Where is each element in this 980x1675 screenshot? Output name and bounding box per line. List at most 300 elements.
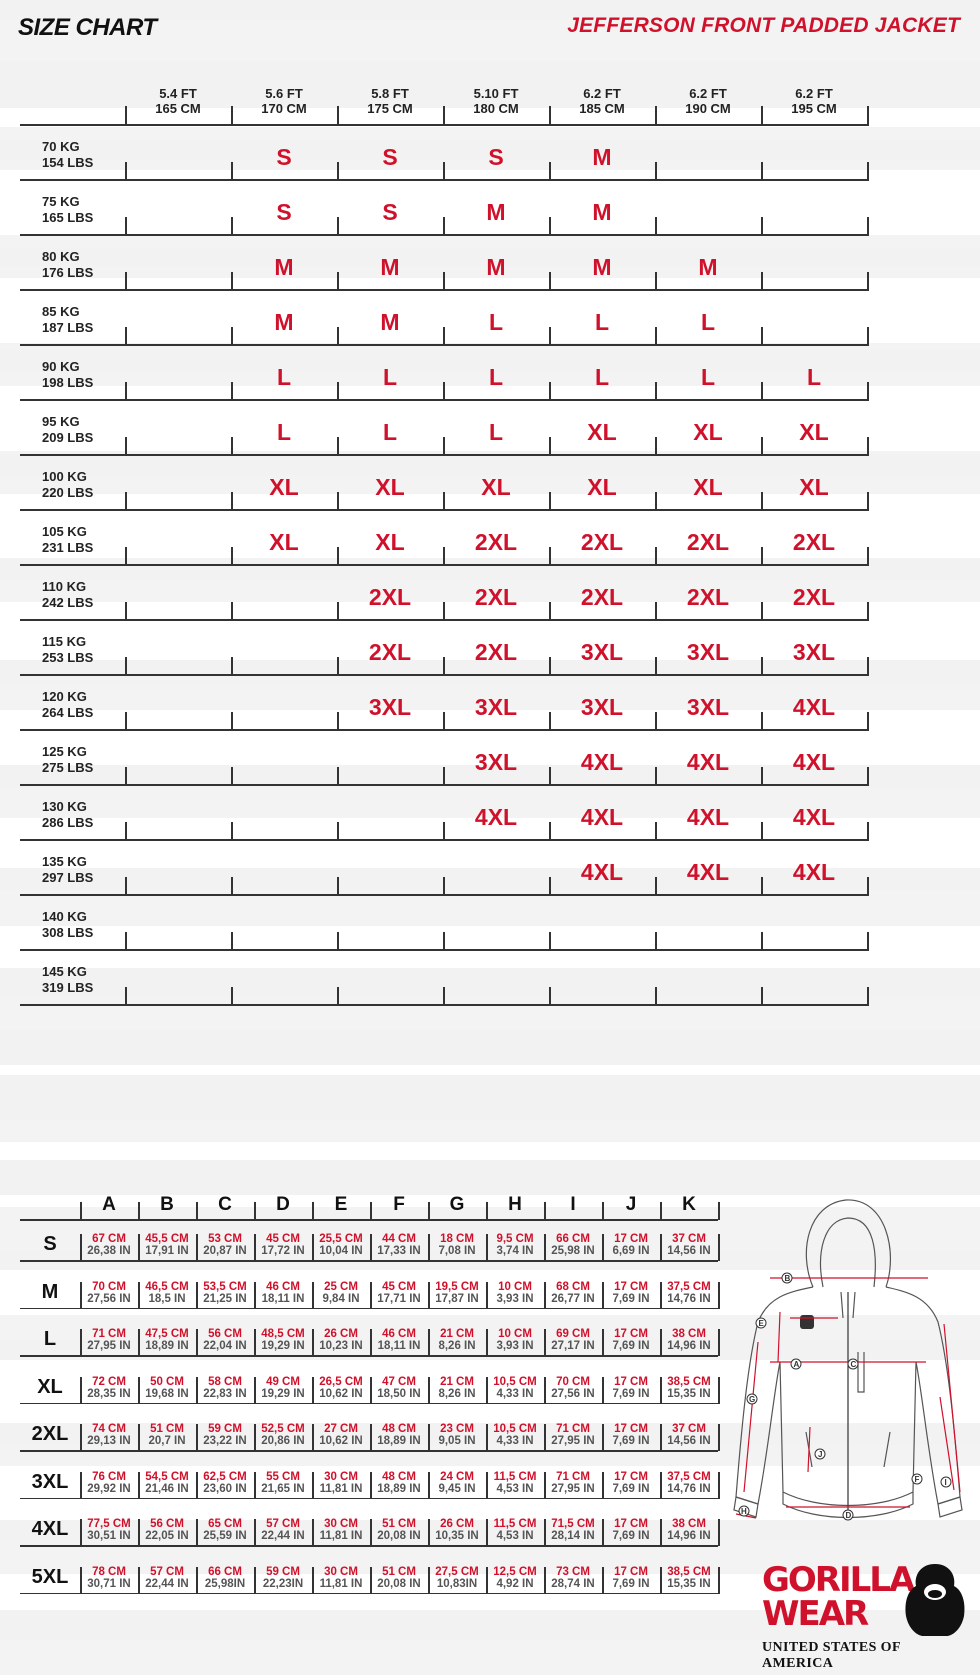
column-tick [254,1519,256,1546]
height-cm: 170 CM [261,101,307,116]
size-cell: 3XL [792,639,836,665]
column-tick [312,1234,314,1261]
measurement-in: 15,35 IN [667,1577,711,1590]
column-tick [761,767,763,786]
size-cell: XL [799,419,829,445]
measurement-cm: 54,5 CM [145,1470,189,1483]
column-tick [196,1424,198,1451]
column-tick [80,1282,82,1309]
column-tick [761,382,763,401]
column-tick [867,437,869,456]
measurement-cm: 76 CM [92,1470,126,1483]
measurement-cm: 71 CM [92,1328,126,1340]
column-tick [231,767,233,786]
weight-lbs: 220 LBS [42,485,94,500]
measurement-in: 3,93 IN [496,1340,534,1352]
column-tick [337,492,339,511]
column-tick [80,1329,82,1356]
measurement-cell [370,1566,428,1590]
measurement-in: 21,46 IN [145,1482,189,1495]
column-tick [312,1424,314,1451]
measurement-in: 10,35 IN [435,1530,479,1542]
column-tick [544,1234,546,1261]
measurement-cell [312,1566,370,1590]
measurement-in: 17,87 IN [435,1292,479,1305]
column-tick [337,987,339,1006]
column-tick [370,1424,372,1451]
jacket-label-j: J [818,1450,823,1459]
height-column-header [761,86,867,116]
column-tick [138,1567,140,1594]
measurement-cm: 17 CM [614,1375,648,1388]
size-cell: XL [693,419,723,445]
column-tick [80,1377,82,1404]
measurement-cm: 53,5 CM [203,1280,247,1293]
measurement-cm: 71,5 CM [551,1518,595,1530]
measurement-cm: 17 CM [614,1280,648,1293]
measurement-cell [660,1233,718,1257]
column-tick [125,602,127,621]
measurement-in: 14,56 IN [667,1245,711,1257]
size-cell: XL [587,474,617,500]
column-tick [655,712,657,731]
column-tick [231,602,233,621]
size-cell: 2XL [686,584,730,610]
measurement-cm: 69 CM [556,1328,590,1340]
column-tick [370,1202,372,1220]
measurement-cell [138,1566,196,1590]
logo-tagline: UNITED STATES OF AMERICA [762,1640,901,1671]
measurement-in: 18,89 IN [377,1435,421,1447]
column-tick [443,106,445,126]
measurement-in: 29,92 IN [87,1482,131,1495]
column-tick [655,272,657,291]
column-tick [761,327,763,346]
size-cell: 4XL [792,804,836,830]
weight-lbs: 286 LBS [42,815,94,830]
measurement-in: 22,83 IN [203,1387,247,1400]
column-tick [254,1282,256,1309]
measurement-in: 21,25 IN [203,1292,247,1305]
measurement-body [20,1220,726,1600]
weight-kg: 80 KG [42,249,80,264]
size-cell: XL [693,474,723,500]
weight-kg: 90 KG [42,359,80,374]
measurement-in: 4,53 IN [496,1482,534,1495]
column-tick [196,1377,198,1404]
measurement-cell [196,1518,254,1542]
measurement-cm: 30 CM [324,1470,358,1483]
column-tick [761,602,763,621]
measurement-cm: 26 CM [440,1518,474,1530]
column-tick [80,1202,82,1220]
column-tick [655,382,657,401]
column-tick [428,1472,430,1499]
column-tick [125,932,127,951]
column-tick [486,1519,488,1546]
size-cell: 4XL [792,749,836,775]
size-label: XL [37,1375,63,1398]
size-chart-row [20,951,868,1006]
column-tick [254,1234,256,1261]
measurement-in: 18,89 IN [377,1482,421,1495]
measurement-cell [602,1471,660,1495]
column-tick [370,1329,372,1356]
measurement-cm: 38,5 CM [667,1565,711,1578]
measurement-letter: E [334,1194,348,1215]
column-tick [549,877,551,896]
column-tick [370,1567,372,1594]
measurement-cell [254,1423,312,1447]
weight-lbs: 176 LBS [42,265,94,280]
height-column-header [549,86,655,116]
measurement-cell [486,1328,544,1352]
size-label: 4XL [31,1518,69,1540]
measurement-cell [660,1376,718,1400]
measurement-in: 22,05 IN [145,1530,189,1542]
measurement-cm: 37,5 CM [667,1280,711,1293]
measurement-cell [196,1328,254,1352]
height-cm: 180 CM [473,101,519,116]
size-cell: L [276,364,292,390]
column-tick [443,547,445,566]
measurement-cm: 50 CM [150,1375,184,1388]
measurement-in: 4,33 IN [496,1435,534,1447]
column-tick [337,822,339,841]
measurement-in: 9,84 IN [322,1292,360,1305]
size-cell: S [382,144,398,170]
column-tick [80,1519,82,1546]
column-tick [655,767,657,786]
measurement-in: 28,74 IN [551,1577,595,1590]
weight-kg: 140 KG [42,909,87,924]
measurement-in: 11,81 IN [319,1482,363,1495]
measurement-cm: 17 CM [614,1565,648,1578]
size-chart-row [20,126,868,181]
measurement-cell [486,1423,544,1447]
weight-kg: 105 KG [42,524,87,539]
column-tick [337,437,339,456]
height-cm: 185 CM [579,101,625,116]
size-cell: 4XL [580,859,624,885]
column-tick [138,1282,140,1309]
column-tick [486,1234,488,1261]
column-tick [655,547,657,566]
column-tick [80,1424,82,1451]
measurement-cell [138,1281,196,1305]
measurement-cell [138,1328,196,1352]
measurement-in: 27,95 IN [551,1482,595,1495]
column-tick [718,1519,720,1546]
column-tick [655,987,657,1006]
measurement-cm: 70 CM [556,1375,590,1388]
measurement-in: 4,92 IN [496,1577,534,1590]
measurement-cm: 37,5 CM [667,1470,711,1483]
measurement-cm: 12,5 CM [493,1565,537,1578]
measurement-cell [486,1471,544,1495]
size-label: 5XL [31,1565,69,1588]
column-tick [761,547,763,566]
column-tick [867,272,869,291]
background-stripe [0,1030,980,1065]
size-cell: L [382,419,398,445]
column-tick [660,1519,662,1546]
size-cell: M [592,144,612,170]
column-tick [125,437,127,456]
column-tick [196,1282,198,1309]
column-tick [655,877,657,896]
measurement-cm: 30 CM [324,1518,358,1530]
weight-kg: 85 KG [42,304,80,319]
measurement-in: 30,71 IN [87,1577,131,1590]
measurement-cm: 17 CM [614,1233,648,1245]
measurement-in: 14,96 IN [667,1530,711,1542]
column-tick [428,1377,430,1404]
column-tick [761,822,763,841]
measurement-in: 26,77 IN [551,1292,595,1305]
logo-word-bottom: WEAR [762,1594,868,1634]
measurement-cm: 51 CM [382,1565,416,1578]
measurement-cm: 10,5 CM [493,1423,537,1435]
measurement-in: 19,29 IN [261,1387,305,1400]
height-ft: 5.8 FT [371,86,409,101]
weight-kg: 130 KG [42,799,87,814]
measurement-cell [254,1328,312,1352]
measurement-cell [370,1471,428,1495]
column-tick [254,1329,256,1356]
measurement-in: 11,81 IN [319,1530,363,1542]
weight-lbs: 275 LBS [42,760,94,775]
measurement-in: 18,11 IN [377,1340,421,1352]
measurement-cm: 56 CM [208,1328,242,1340]
measurement-in: 14,56 IN [667,1435,711,1447]
weight-label [42,689,93,721]
weight-lbs: 198 LBS [42,375,94,390]
measurement-cm: 67 CM [92,1233,126,1245]
size-cell: M [274,254,294,280]
column-tick [655,822,657,841]
row-divider [20,1260,718,1262]
measurement-in: 27,17 IN [551,1340,595,1352]
measurement-cm: 48 CM [382,1423,416,1435]
column-tick [602,1519,604,1546]
measurement-cm: 58 CM [208,1375,242,1388]
measurement-cm: 37 CM [672,1233,706,1245]
measurement-cell [138,1518,196,1542]
size-cell: XL [587,419,617,445]
measurement-cell [602,1566,660,1590]
measurement-in: 14,96 IN [667,1340,711,1352]
size-cell: 3XL [686,694,730,720]
measurement-cm: 21 CM [440,1328,474,1340]
measurement-cell [544,1518,602,1542]
column-tick [196,1234,198,1261]
measurement-letter: K [682,1194,696,1215]
column-tick [337,272,339,291]
column-tick [312,1567,314,1594]
column-tick [655,437,657,456]
weight-lbs: 187 LBS [42,320,94,335]
measurement-cell [254,1471,312,1495]
column-tick [231,822,233,841]
jacket-label-b: B [784,1274,791,1283]
measurement-cell [544,1566,602,1590]
size-cell: 2XL [368,584,412,610]
column-tick [718,1424,720,1451]
measurement-cell [138,1471,196,1495]
measurement-cell [196,1566,254,1590]
column-tick [370,1282,372,1309]
measurement-cell [196,1376,254,1400]
column-tick [231,657,233,676]
measurement-in: 18,5 IN [148,1292,186,1305]
measurement-in: 19,68 IN [145,1387,189,1400]
measurement-in: 14,76 IN [667,1482,711,1495]
measurement-cell [660,1471,718,1495]
column-tick [549,106,551,126]
column-tick [312,1329,314,1356]
measurement-cm: 18 CM [440,1233,474,1245]
measurement-cm: 38 CM [672,1518,706,1530]
measurement-cell [602,1376,660,1400]
column-tick [125,272,127,291]
size-chart-row [20,731,868,786]
column-tick [867,327,869,346]
measurement-in: 18,50 IN [377,1387,421,1400]
weight-label [42,634,93,666]
measurement-in: 20,7 IN [148,1435,186,1447]
column-tick [867,712,869,731]
weight-kg: 120 KG [42,689,87,704]
size-label: S [43,1233,57,1255]
measurement-in: 3,93 IN [496,1292,534,1305]
jacket-label-f: F [914,1475,920,1484]
measurement-cm: 72 CM [92,1375,126,1388]
size-cell: S [276,199,292,225]
brand-logo [760,1560,970,1671]
column-tick [138,1234,140,1261]
measurement-cm: 68 CM [556,1280,590,1293]
measurement-cm: 26 CM [324,1328,358,1340]
measurement-cm: 47,5 CM [145,1328,189,1340]
column-tick [443,987,445,1006]
measurement-in: 25,98IN [204,1577,246,1590]
column-tick [312,1202,314,1220]
size-cell: S [488,144,504,170]
column-tick [254,1202,256,1220]
measurement-in: 23,60 IN [203,1482,247,1495]
measurement-cm: 21 CM [440,1375,474,1388]
size-cell: 4XL [686,804,730,830]
measurement-cm: 56 CM [150,1518,184,1530]
column-tick [231,492,233,511]
measurement-cm: 24 CM [440,1470,474,1483]
size-chart-row [20,346,868,401]
column-tick [655,327,657,346]
measurement-header-row [20,1190,726,1220]
measurement-cell [602,1328,660,1352]
column-tick [867,987,869,1006]
column-tick [867,822,869,841]
column-tick [867,382,869,401]
measurement-in: 17,33 IN [377,1245,421,1257]
column-tick [337,767,339,786]
column-tick [125,327,127,346]
size-cell: L [594,309,610,335]
gorilla-icon [900,1560,970,1636]
size-cell: 2XL [474,639,518,665]
measurement-cm: 71 CM [556,1470,590,1483]
size-cell: 2XL [368,639,412,665]
column-tick [761,987,763,1006]
size-cell: M [486,199,506,225]
height-column-header [231,86,337,116]
row-divider [20,1498,718,1500]
size-cell: 3XL [368,694,412,720]
column-tick [549,712,551,731]
measurement-row [20,1363,726,1411]
measurement-cell [428,1281,486,1305]
column-tick [428,1329,430,1356]
measurement-cm: 65 CM [208,1518,242,1530]
size-chart-body [20,126,868,1006]
column-tick [761,162,763,181]
column-tick [544,1472,546,1499]
measurement-cm: 11,5 CM [493,1518,537,1530]
measurement-letter: G [449,1194,465,1215]
measurement-in: 10,04 IN [319,1245,363,1257]
column-tick [761,437,763,456]
column-tick [761,657,763,676]
measurement-in: 30,51 IN [87,1530,131,1542]
column-tick [231,217,233,236]
column-tick [125,217,127,236]
column-tick [231,272,233,291]
column-tick [231,932,233,951]
weight-lbs: 297 LBS [42,870,94,885]
measurement-in: 27,95 IN [551,1435,595,1447]
height-ft: 5.10 FT [473,86,519,101]
weight-lbs: 154 LBS [42,155,94,170]
size-cell: S [382,199,398,225]
column-tick [549,217,551,236]
column-tick [231,712,233,731]
column-tick [867,657,869,676]
size-chart-row [20,181,868,236]
size-label: 2XL [31,1423,69,1445]
column-tick [761,217,763,236]
height-cm: 165 CM [155,101,201,116]
column-tick [718,1472,720,1499]
measurement-cell [370,1281,428,1305]
column-tick [660,1472,662,1499]
weight-label [42,799,93,831]
size-chart-row [20,896,868,951]
column-tick [867,162,869,181]
measurement-cell [602,1233,660,1257]
size-chart-row [20,401,868,456]
size-cell: XL [481,474,511,500]
measurement-in: 7,69 IN [612,1292,650,1305]
column-tick [337,932,339,951]
measurement-cm: 10,5 CM [493,1375,537,1388]
measurement-cell [544,1471,602,1495]
column-tick [549,272,551,291]
measurement-cell [254,1281,312,1305]
column-tick [125,382,127,401]
column-tick [231,987,233,1006]
column-tick [428,1202,430,1220]
